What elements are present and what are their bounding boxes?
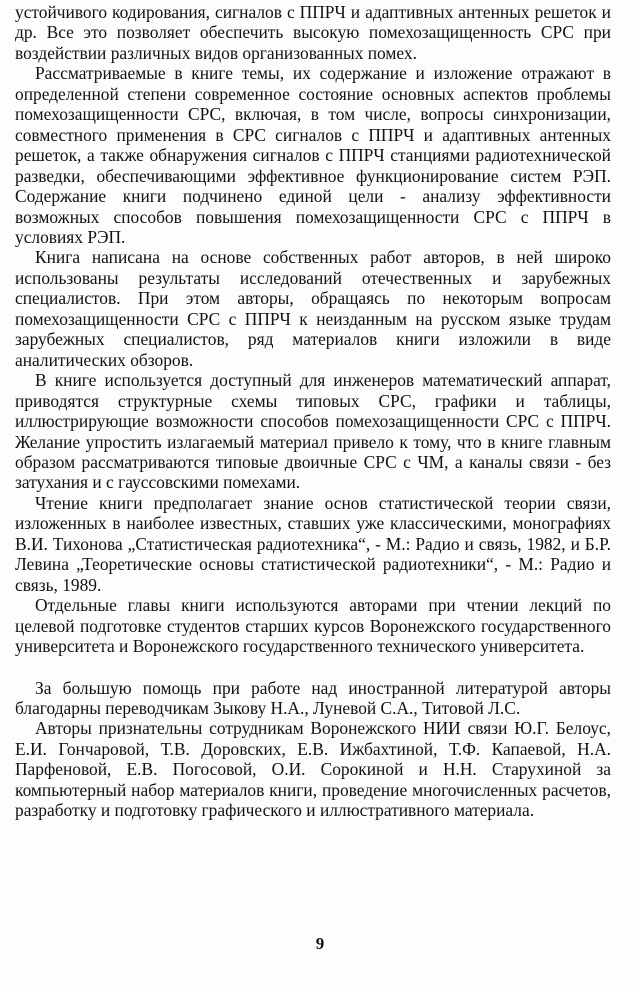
body-text [15, 2, 611, 821]
paragraph-continuation: устойчивого кодирования, сигналов с ППРЧ и адаптивных антенных решеток и др. Все это позволяет обеспечить высокую помехозащищенность СРС при воздействии различных видов организованных помех. [15, 2, 611, 63]
section-gap [15, 657, 611, 678]
page-number: 9 [315, 934, 325, 953]
paragraph-thanks-translators: За большую помощь при работе над иностранной литературой авторы благодарны переводчикам Зыкову Н.А., Луневой С.А., Титовой Л.С. [15, 677, 611, 718]
paragraph-math: В книге используется доступный для инженеров математический аппарат, приводятся структурные схемы типовых СРС, графики и таблицы, иллюстрирующие возможности способов помехозащищенности СРС с ППРЧ. Желание упростить излагаемый материал привело к тому, что в книге главным образом рассматриваются типовые двоичные СРС с ЧМ, а каналы связи - без затухания и с гауссовскими помехами. [15, 370, 611, 493]
paragraph-thanks-staff: Авторы признательны сотрудникам Воронежского НИИ связи Ю.Г. Белоус, Е.И. Гончаровой, Т.В. Доровских, Е.В. Ижбахтиной, Т.Ф. Капаевой, Н.А. Парфеновой, Е.В. Погосовой, О.И. Сорокиной и Н.Н. Старухиной за компьютерный набор материалов книги, проведение многочисленных расчетов, разработку и подготовку графического и иллюстративного материала. [15, 718, 611, 821]
paragraph-sources: Книга написана на основе собственных работ авторов, в ней широко использованы результаты исследований отечественных и зарубежных специалистов. При этом авторы, обращаясь по некоторым вопросам помехозащищенности СРС с ППРЧ к неизданным на русском языке трудам зарубежных специалистов, ряд материалов книги изложили в виде аналитических обзоров. [15, 247, 611, 370]
paragraph-prerequisites: Чтение книги предполагает знание основ статистической теории связи, изложенных в наиболее известных, ставших уже классическими, монографиях В.И. Тихонова „Статистическая радиотехника“, - М.: Радио и связь, 1982, и Б.Р. Левина „Теоретические основы статистической радиотехники“, - М.: Радио и связь, 1989. [15, 492, 611, 595]
paragraph-topics: Рассматриваемые в книге темы, их содержание и изложение отражают в определенной степени современное состояние основных аспектов проблемы помехозащищенности СРС, включая, в том числе, вопросы синхронизации, совместного применения в СРС сигналов с ППРЧ и адаптивных антенных решеток, а также обнаружения сигналов с ППРЧ станциями радиотехнической разведки, обеспечивающими эффективное функционирование систем РЭП. Содержание книги подчинено единой цели - анализу эффективности возможных способов повышения помехозащищенности СРС с ППРЧ в условиях РЭП. [15, 63, 611, 247]
paragraph-lectures: Отдельные главы книги используются авторами при чтении лекций по целевой подготовке студентов старших курсов Воронежского государственного университета и Воронежского государственного технического университета. [15, 595, 611, 657]
